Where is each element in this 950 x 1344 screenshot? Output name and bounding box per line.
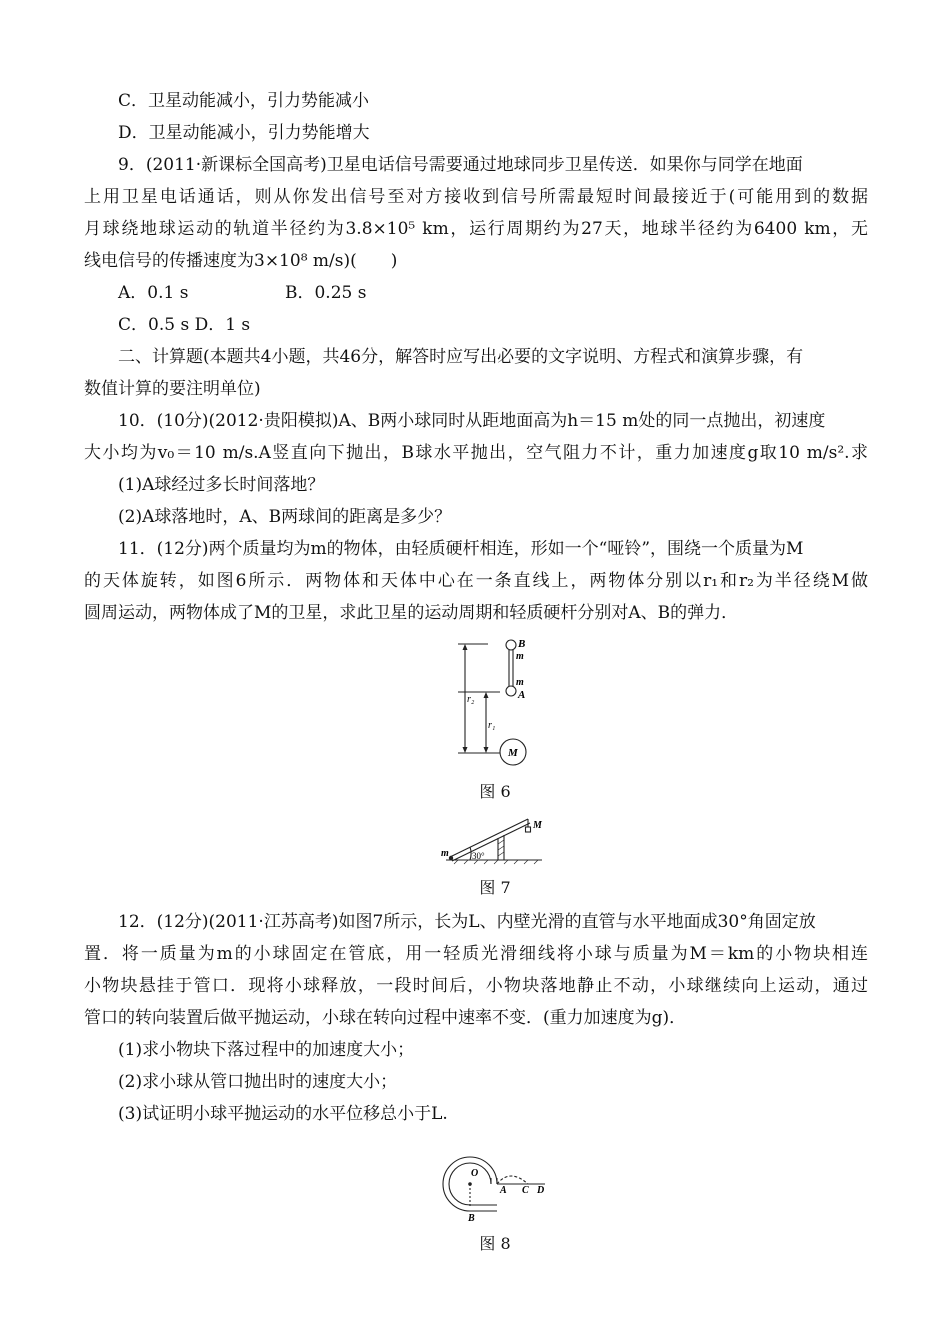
section-heading-calc-2: 数值计算的要注明单位) [84, 379, 261, 399]
q10-line1: 10．(10分)(2012·贵阳模拟)A、B两小球同时从距地面高为h＝15 m处的同一点抛出，初速度 [118, 411, 826, 431]
fig7-label-m-ball: m [441, 848, 449, 859]
q11-line1: 11．(12分)两个质量均为m的物体，由轻质硬杆相连，形如一个“哑铃”，围绕一个质量为M [118, 539, 804, 559]
fig8-label-d: D [537, 1185, 545, 1196]
q12-line4: 管口的转向装置后做平抛运动，小球在转向过程中速率不变．(重力加速度为g)． [84, 1008, 687, 1028]
section-heading-calc: 二、计算题(本题共4小题，共46分，解答时应写出必要的文字说明、方程式和演算步骤，有 [118, 347, 804, 367]
q10-line2: 大小均为v₀＝10 m/s.A竖直向下抛出，B球水平抛出，空气阻力不计，重力加速度g取10 m/s².求 [84, 443, 868, 463]
q10-part2: (2)A球落地时，A、B两球间的距离是多少？ [118, 507, 452, 527]
figure-7-diagram [440, 814, 550, 864]
figure-6-diagram [450, 636, 540, 772]
fig8-label-a: A [500, 1185, 507, 1196]
q11-line2: 的天体旋转，如图6所示．两物体和天体中心在一条直线上，两物体分别以r₁和r₂为半径绕M做 [84, 571, 868, 591]
figure-7-caption: 图 7 [479, 878, 511, 897]
fig7-label-m-block: M [533, 820, 542, 831]
q12-part3: (3)试证明小球平抛运动的水平位移总小于L. [118, 1104, 448, 1124]
fig6-label-r1: r₁ [488, 720, 496, 731]
q10-part1: (1)A球经过多长时间落地？ [118, 475, 325, 495]
q12-part2: (2)求小球从管口抛出时的速度大小； [118, 1072, 398, 1092]
q9-line3: 月球绕地球运动的轨道半径约为3.8×10⁵ km，运行周期约为27天，地球半径约为6400 km，无 [84, 219, 868, 239]
fig8-label-b: B [468, 1213, 475, 1224]
q12-part1: (1)求小物块下落过程中的加速度大小； [118, 1040, 415, 1060]
q9-option-a: A．0.1 s [118, 283, 189, 303]
q11-line3: 圆周运动，两物体成了M的卫星，求此卫星的运动周期和轻质硬杆分别对A、B的弹力． [84, 603, 739, 623]
q12-line1: 12．(12分)(2011·江苏高考)如图7所示，长为L、内壁光滑的直管与水平地面成30°角固定放 [118, 912, 816, 932]
figure-8-diagram [440, 1148, 560, 1224]
fig8-label-c: C [522, 1185, 529, 1196]
fig6-label-r2: r₂ [467, 694, 475, 705]
fig7-label-angle: 30° [472, 851, 485, 861]
fig6-label-m-bottom: m [516, 677, 524, 688]
fig6-label-a: A [518, 689, 526, 701]
q12-line3: 小物块悬挂于管口．现将小球释放，一段时间后，小物块落地静止不动，小球继续向上运动，通过 [84, 976, 868, 996]
q12-line2: 置．将一质量为m的小球固定在管底，用一轻质光滑细线将小球与质量为M＝km的小物块相连 [84, 944, 868, 964]
q9-line4: 线电信号的传播速度为3×10⁸ m/s)( ) [84, 251, 398, 271]
option-d-8: D．卫星动能减小，引力势能增大 [118, 123, 370, 143]
fig6-label-b: B [518, 638, 526, 650]
figure-8-caption: 图 8 [479, 1234, 511, 1253]
q9-option-b: B．0.25 s [285, 283, 367, 303]
figure-6-caption: 图 6 [479, 782, 511, 801]
fig8-label-o: O [471, 1168, 479, 1179]
q9-line2: 上用卫星电话通话，则从你发出信号至对方接收到信号所需最短时间最接近于(可能用到的数据 [84, 187, 868, 207]
q9-line1: 9．(2011·新课标全国高考)卫星电话信号需要通过地球同步卫星传送．如果你与同学在地面 [118, 155, 803, 175]
fig6-label-m-top: m [516, 651, 524, 662]
q9-option-cd: C．0.5 s D．1 s [118, 315, 251, 335]
fig6-label-mass-m: M [508, 747, 518, 759]
option-c-8: C．卫星动能减小，引力势能减小 [118, 91, 370, 111]
